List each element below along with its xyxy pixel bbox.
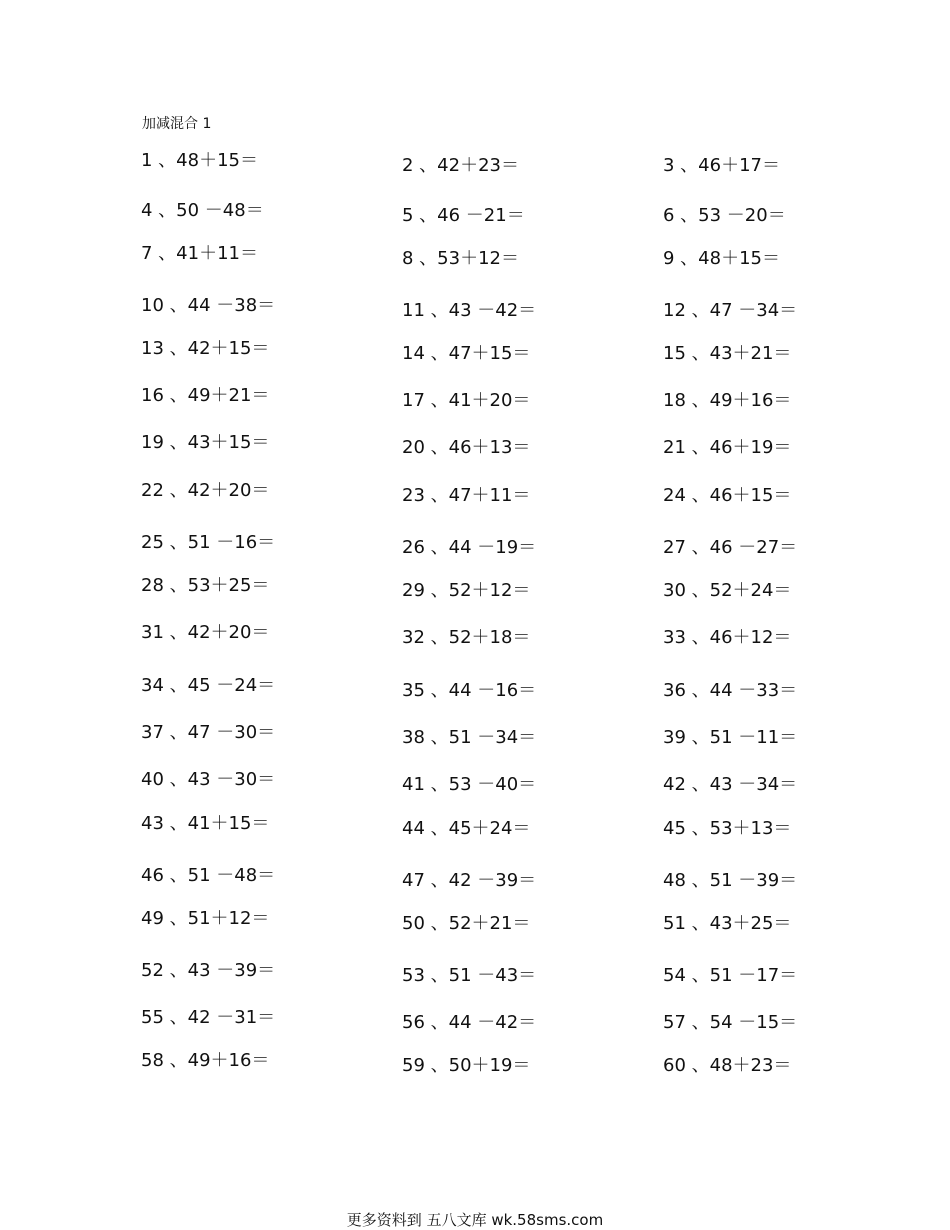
problem-item: 37 、47 －30＝ [141, 722, 276, 743]
problem-item: 46 、51 －48＝ [141, 865, 276, 886]
problem-item: 47 、42 －39＝ [402, 870, 537, 891]
problem-item: 44 、45＋24＝ [402, 818, 531, 839]
problem-item: 39 、51 －11＝ [663, 727, 798, 748]
problem-item: 57 、54 －15＝ [663, 1012, 798, 1033]
problem-item: 11 、43 －42＝ [402, 300, 537, 321]
problem-item: 8 、53＋12＝ [402, 248, 519, 269]
problem-item: 10 、44 －38＝ [141, 295, 276, 316]
problem-item: 45 、53＋13＝ [663, 818, 792, 839]
problem-item: 41 、53 －40＝ [402, 774, 537, 795]
problem-item: 40 、43 －30＝ [141, 769, 276, 790]
problem-item: 14 、47＋15＝ [402, 343, 531, 364]
problem-item: 42 、43 －34＝ [663, 774, 798, 795]
problem-item: 56 、44 －42＝ [402, 1012, 537, 1033]
problem-item: 24 、46＋15＝ [663, 485, 792, 506]
problem-item: 12 、47 －34＝ [663, 300, 798, 321]
problem-item: 36 、44 －33＝ [663, 680, 798, 701]
problem-item: 50 、52＋21＝ [402, 913, 531, 934]
footer-watermark: 更多资料到 五八文库 wk.58sms.com [346, 1211, 604, 1229]
problem-item: 2 、42＋23＝ [402, 155, 519, 176]
problem-item: 4 、50 －48＝ [141, 200, 264, 221]
problem-item: 27 、46 －27＝ [663, 537, 798, 558]
problem-item: 18 、49＋16＝ [663, 390, 792, 411]
problem-item: 6 、53 －20＝ [663, 205, 786, 226]
problem-item: 17 、41＋20＝ [402, 390, 531, 411]
problem-item: 22 、42＋20＝ [141, 480, 270, 501]
problem-item: 52 、43 －39＝ [141, 960, 276, 981]
problem-item: 49 、51＋12＝ [141, 908, 270, 929]
problem-item: 29 、52＋12＝ [402, 580, 531, 601]
problem-item: 1 、48＋15＝ [141, 150, 258, 171]
problem-item: 21 、46＋19＝ [663, 437, 792, 458]
problem-item: 53 、51 －43＝ [402, 965, 537, 986]
problem-item: 38 、51 －34＝ [402, 727, 537, 748]
problem-item: 31 、42＋20＝ [141, 622, 270, 643]
problem-item: 43 、41＋15＝ [141, 813, 270, 834]
problem-item: 48 、51 －39＝ [663, 870, 798, 891]
problem-item: 7 、41＋11＝ [141, 243, 258, 264]
problem-item: 35 、44 －16＝ [402, 680, 537, 701]
problem-item: 28 、53＋25＝ [141, 575, 270, 596]
problem-item: 23 、47＋11＝ [402, 485, 531, 506]
problem-item: 51 、43＋25＝ [663, 913, 792, 934]
problem-item: 30 、52＋24＝ [663, 580, 792, 601]
problem-item: 16 、49＋21＝ [141, 385, 270, 406]
problem-item: 5 、46 －21＝ [402, 205, 525, 226]
problem-item: 9 、48＋15＝ [663, 248, 780, 269]
problem-item: 19 、43＋15＝ [141, 432, 270, 453]
problem-item: 33 、46＋12＝ [663, 627, 792, 648]
worksheet-title: 加减混合 1 [142, 116, 212, 132]
problem-item: 34 、45 －24＝ [141, 675, 276, 696]
problem-item: 20 、46＋13＝ [402, 437, 531, 458]
problem-item: 25 、51 －16＝ [141, 532, 276, 553]
problem-item: 13 、42＋15＝ [141, 338, 270, 359]
problem-item: 54 、51 －17＝ [663, 965, 798, 986]
problem-item: 60 、48＋23＝ [663, 1055, 792, 1076]
problem-item: 32 、52＋18＝ [402, 627, 531, 648]
problem-item: 15 、43＋21＝ [663, 343, 792, 364]
problem-item: 58 、49＋16＝ [141, 1050, 270, 1071]
problem-item: 59 、50＋19＝ [402, 1055, 531, 1076]
problem-item: 55 、42 －31＝ [141, 1007, 276, 1028]
problem-item: 26 、44 －19＝ [402, 537, 537, 558]
problem-item: 3 、46＋17＝ [663, 155, 780, 176]
